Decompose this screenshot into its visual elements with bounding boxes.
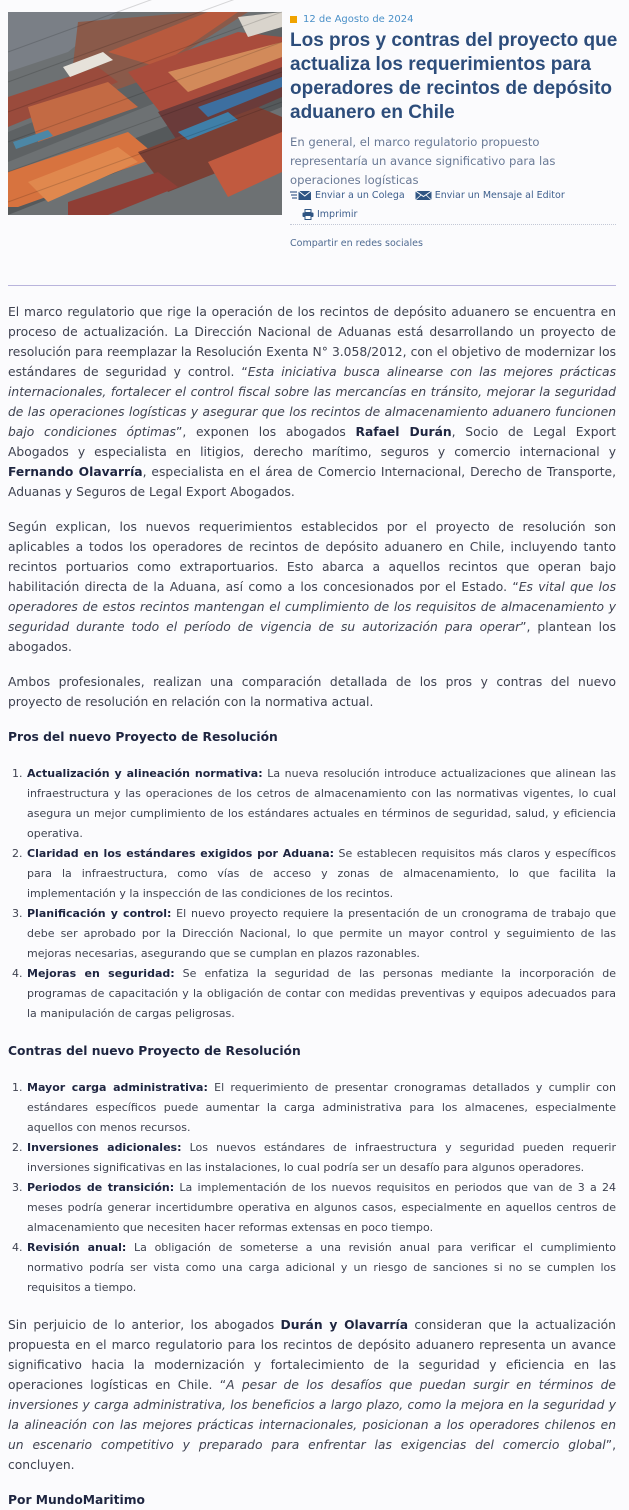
list-item: 2. Inversiones adicionales: Los nuevos estándares de infraestructura y seguridad pueden requerir inversiones significativas en las instalaciones, lo cual podría ser un desafío para algunos operadores. — [26, 1138, 616, 1178]
cons-heading: Contras del nuevo Proyecto de Resolución — [8, 1044, 301, 1058]
list-item: 3. Periodos de transición: La implementación de los nuevos requisitos en periodos que van de 3 a 24 meses podría generar incertidumbre operativa en algunos casos, especialmente en aquellos centros de almacenamiento que necesiten hacer reformas extensas en poco tiempo. — [26, 1178, 616, 1238]
actions-divider — [290, 224, 616, 225]
author-name: Rafael Durán — [355, 425, 452, 439]
list-item: 2. Claridad en los estándares exigidos por Aduana: Se establecen requisitos más claros y específicos para la infraestructura, como vías de acceso y zonas de almacenamiento, lo que facilita la implementación y la inspección de las condiciones de los recintos. — [26, 844, 616, 904]
author-names: Durán y Olavarría — [280, 1318, 409, 1332]
printer-icon — [302, 209, 314, 220]
list-item: 4. Mejoras en seguridad: Se enfatiza la seguridad de las personas mediante la incorporación de programas de capacitación y la obligación de contar con medidas preventivas y equipos adecuados para la manipulación de cargas peligrosas. — [26, 964, 616, 1024]
print-label: Imprimir — [317, 208, 358, 220]
list-item: 4. Revisión anual: La obligación de someterse a una revisión anual para verificar el cumplimiento normativo podría ser vista como una carga adicional y un riesgo de sanciones si no se cumplen los requisitos a tiempo. — [26, 1238, 616, 1298]
quote: Esta iniciativa busca alinearse con las mejores prácticas internacionales, fortalecer el control fiscal sobre las mercancías en tránsito, mejorar la seguridad de las operaciones logísticas y asegurar que los recintos de almacenamiento aduanero funcionen bajo condiciones óptimas — [8, 365, 616, 439]
message-editor-label: Enviar un Mensaje al Editor — [434, 189, 565, 201]
article-date — [290, 12, 620, 26]
pros-list — [26, 764, 616, 1024]
print-link[interactable] — [302, 209, 357, 220]
share-social-link[interactable]: Compartir en redes sociales — [290, 238, 423, 249]
list-item: 1. Actualización y alineación normativa: La nueva resolución introduce actualizaciones que alinean las infraestructura y las operaciones de los cetros de almacenamiento con las normativas vigentes, lo cual asegura un mejor cumplimiento de los estándares actuales en términos de seguridad, salud, y eficiencia operativa. — [26, 764, 616, 844]
cons-list — [26, 1078, 616, 1298]
list-item: 1. Mayor carga administrativa: El requerimiento de presentar cronogramas detallados y cumplir con estándares específicos puede aumentar la carga administrativa para los almacenes, especialmente aquellos con menos recursos. — [26, 1078, 616, 1138]
container-terminal-photo — [8, 12, 282, 215]
article-lede: En general, el marco regulatorio propuesto representaría un avance significativo para las operaciones logísticas — [290, 135, 556, 187]
message-editor-link[interactable] — [415, 190, 565, 201]
quote: Es vital que los operadores de estos recintos mantengan el cumplimiento de los requisitos de almacenamiento y seguridad durante todo el período de vigencia de su autorización para operar — [8, 580, 616, 634]
article-title: Los pros y contras del proyecto que actualiza los requerimientos para operadores de recintos de depósito aduanero en Chile — [290, 30, 618, 123]
pros-heading: Pros del nuevo Proyecto de Resolución — [8, 730, 278, 744]
list-item: 3. Planificación y control: El nuevo proyecto requiere la presentación de un cronograma de trabajo que debe ser aprobado por la Dirección Nacional, lo que permite un mayor control y seguimiento de las mejoras necesarias, asegurando que se cumplan en plazos razonables. — [26, 904, 616, 964]
paragraph-2: Según explican, los nuevos requerimientos establecidos por el proyecto de resolución son aplicables a todos los operadores de recintos de depósito aduanero en Chile, incluyendo tanto recintos portuarios como extraportuarios. Esto abarca a aquellos recintos que operan bajo habilitación directa de la Aduana, así como a los concesionados por el Estado. “Es vital que los operadores de estos recintos mantengan el cumplimiento de los requisitos de almacenamiento y seguridad durante todo el período de vigencia de su autorización para operar”, plantean los abogados. — [8, 520, 616, 654]
article-header — [290, 12, 620, 190]
byline: Por MundoMaritimo — [8, 1493, 145, 1507]
quote: A pesar de los desafíos que puedan surgir en términos de inversiones y carga administrativa, los beneficios a largo plazo, como la mejora en la seguridad y la alineación con las mejores prácticas internacionales, posicionan a los operadores chilenos en un escenario competitivo y preparado para enfrentar las exigencias del comercio global — [8, 1378, 616, 1452]
paragraph-4: Sin perjuicio de lo anterior, los abogados Durán y Olavarría consideran que la actualización propuesta en el marco regulatorio para los recintos de depósito aduanero representa un avance significativo hacia la modernización y fortalecimiento de la seguridad y eficiencia en las operaciones logísticas en Chile. “A pesar de los desafíos que puedan surgir en términos de inversiones y carga administrativa, los beneficios a largo plazo, como la mejora en la seguridad y la alineación con las mejores prácticas internacionales, posicionan a los operadores chilenos en un escenario competitivo y preparado para enfrentar las exigencias del comercio global”, concluyen. — [8, 1318, 616, 1472]
send-colleague-link[interactable] — [290, 190, 405, 201]
send-to-colleague-icon — [290, 190, 312, 201]
article-actions — [290, 187, 620, 222]
article-body — [8, 302, 616, 1510]
mail-icon — [415, 190, 432, 201]
hero-image — [8, 12, 282, 215]
date-text: 12 de Agosto de 2024 — [303, 13, 414, 25]
paragraph-1: El marco regulatorio que rige la operación de los recintos de depósito aduanero se encuentra en proceso de actualización. La Dirección Nacional de Aduanas está desarrollando un proyecto de resolución para reemplazar la Resolución Exenta N° 3.058/2012, con el objetivo de modernizar los estándares de seguridad y control. “Esta iniciativa busca alinearse con las mejores prácticas internacionales, fortalecer el control fiscal sobre las mercancías en tránsito, mejorar la seguridad de las operaciones logísticas y asegurar que los recintos de almacenamiento aduanero funcionen bajo condiciones óptimas”, exponen los abogados Rafael Durán, Socio de Legal Export Abogados y especialista en litigios, derecho marítimo, seguros y comercio internacional y Fernando Olavarría, especialista en el área de Comercio Internacional, Derecho de Transporte, Aduanas y Seguros de Legal Export Abogados. — [8, 305, 617, 499]
send-colleague-label: Enviar a un Colega — [315, 189, 405, 201]
header-divider — [8, 285, 616, 286]
paragraph-3: Ambos profesionales, realizan una comparación detallada de los pros y contras del nuevo proyecto de resolución en relación con la normativa actual. — [8, 675, 616, 709]
author-name: Fernando Olavarría — [8, 465, 143, 479]
date-marker-icon — [290, 16, 297, 23]
